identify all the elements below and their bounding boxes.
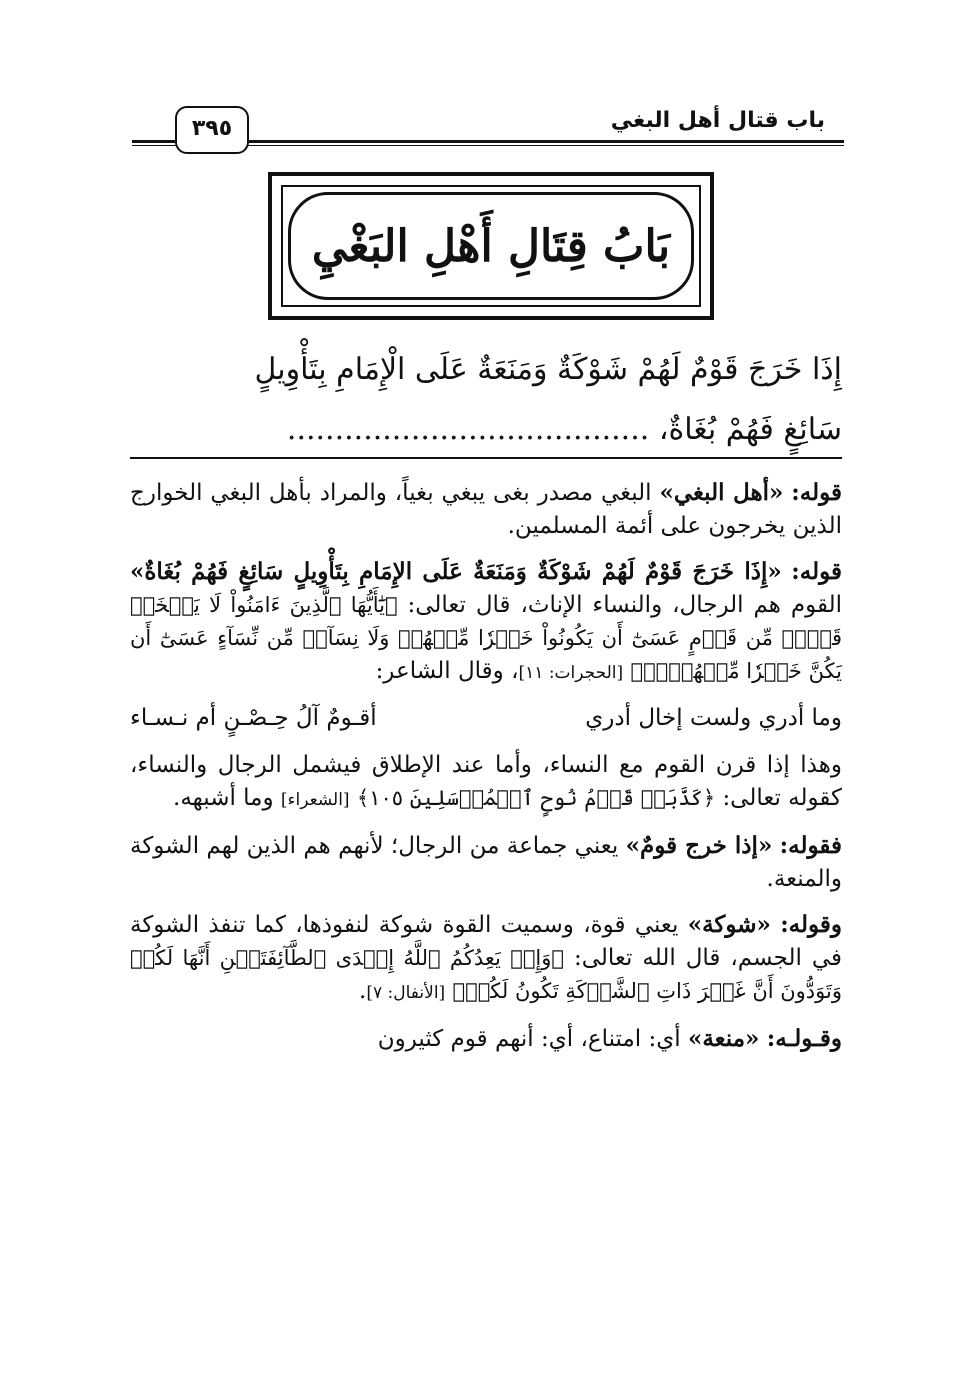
matn-line-2 bbox=[130, 400, 842, 460]
p4-quote: «إذا خرج قومٌ» bbox=[625, 832, 773, 859]
chapter-title-cartouche bbox=[288, 192, 694, 300]
chapter-title-frame bbox=[268, 172, 714, 320]
paragraph-4 bbox=[130, 829, 842, 896]
paragraph-5 bbox=[130, 908, 842, 1010]
p5-verse: ﴿وَإِذۡ يَعِدُكُمُ ٱللَّهُ إِحۡدَى ٱلطَّآئِفَتَيۡنِ أَنَّهَا لَكُمۡ وَتَوَدُّونَ أَنَّ غَيۡرَ ذَاتِ ٱلشَّوۡكَةِ تَكُونُ لَكُمۡ﴾ bbox=[130, 946, 842, 1003]
p4-text: يعني جماعة من الرجال؛ لأنهم هم الذين لهم الشوكة والمنعة. bbox=[130, 833, 842, 892]
matn-line-2-text: سَائِغٍ فَهُمْ بُغَاةٌ، bbox=[658, 412, 842, 447]
p3-after: وما أشبهه. bbox=[173, 785, 274, 811]
paragraph-6 bbox=[130, 1022, 842, 1056]
p5-ref: [الأنفال: ٧] bbox=[366, 983, 446, 1003]
poem-hemistich-left: أقـومٌ آلُ حِـصْـنٍ أم نـسـاء bbox=[130, 705, 377, 731]
poem-line bbox=[130, 702, 842, 735]
p3-ref: [الشعراء] bbox=[280, 790, 350, 810]
commentary bbox=[130, 476, 842, 1068]
p2-after: ، وقال الشاعر: bbox=[375, 658, 519, 684]
p1-text: البغي مصدر بغى يبغي بغياً، والمراد بأهل البغي الخوارج الذين يخرجون على أئمة المسلمين. bbox=[130, 480, 842, 539]
p2-text: القوم هم الرجال، والنساء الإناث، قال تعالى: bbox=[407, 592, 842, 618]
p5-after: . bbox=[359, 978, 367, 1004]
running-title: باب قتال أهل البغي bbox=[610, 108, 825, 133]
matn-text bbox=[130, 340, 842, 460]
page-number: ٣٩٥ bbox=[175, 106, 249, 154]
p2-ref: [الحجرات: ١١] bbox=[518, 663, 624, 683]
paragraph-2 bbox=[130, 555, 842, 690]
p5-quote: «شوكة» bbox=[687, 911, 771, 938]
p2-verse: ﴿يَٰٓأَيُّهَا ٱلَّذِينَ ءَامَنُواْ لَا يَسۡخَرۡ قَوۡمٞ مِّن قَوۡمٍ عَسَىٰٓ أَن يَكُونُواْ خَيۡرٗا مِّنۡهُمۡ وَلَا نِسَآءٞ مِّن نِّسَآءٍ عَسَىٰٓ أَن يَكُنَّ خَيۡرٗا مِّنۡهُنَّۖ﴾ bbox=[130, 593, 842, 683]
matn-line-1: إِذَا خَرَجَ قَوْمٌ لَهُمْ شَوْكَةٌ وَمَنَعَةٌ عَلَى الْإِمَامِ بِتَأْوِيلٍ bbox=[254, 352, 842, 387]
p6-label: وقـولـه: bbox=[766, 1025, 842, 1052]
p3-text: وهذا إذا قرن القوم مع النساء، وأما عند الإطلاق فيشمل الرجال والنساء، كقوله تعالى: bbox=[130, 752, 842, 811]
p6-text: أي: امتناع، أي: أنهم قوم كثيرون bbox=[377, 1026, 681, 1052]
poem-hemistich-right: وما أدري ولست إخال أدري bbox=[585, 705, 842, 731]
p4-label: فقوله: bbox=[779, 832, 843, 859]
p1-quote: «أهل البغي» bbox=[659, 479, 784, 506]
paragraph-3 bbox=[130, 749, 842, 817]
p5-label: وقوله: bbox=[780, 911, 842, 938]
p2-quote: «إِذَا خَرَجَ قَوْمٌ لَهُمْ شَوْكَةٌ وَمَنَعَةٌ عَلَى الإِمَامِ بِتَأْوِيلٍ سَائِغٍ فَهُمْ بُغَاةٌ» bbox=[130, 558, 782, 585]
paragraph-1 bbox=[130, 476, 842, 543]
matn-dots: ...................................... bbox=[286, 412, 650, 447]
p3-verse: ﴿كَذَّبَتۡ قَوۡمُ نُوحٍ ٱلۡمُرۡسَلِينَ ١٠٥﴾ bbox=[356, 786, 716, 810]
p6-quote: «منعة» bbox=[687, 1025, 760, 1052]
p5-text: يعني قوة، وسميت القوة شوكة لنفوذها، كما تنفذ الشوكة في الجسم، قال الله تعالى: bbox=[130, 912, 842, 971]
chapter-title: بَابُ قِتَالِ أَهْلِ البَغْيِ bbox=[311, 220, 671, 272]
p2-label: قوله: bbox=[791, 558, 843, 585]
p1-label: قوله: bbox=[791, 479, 842, 506]
matn-separator bbox=[130, 457, 842, 459]
